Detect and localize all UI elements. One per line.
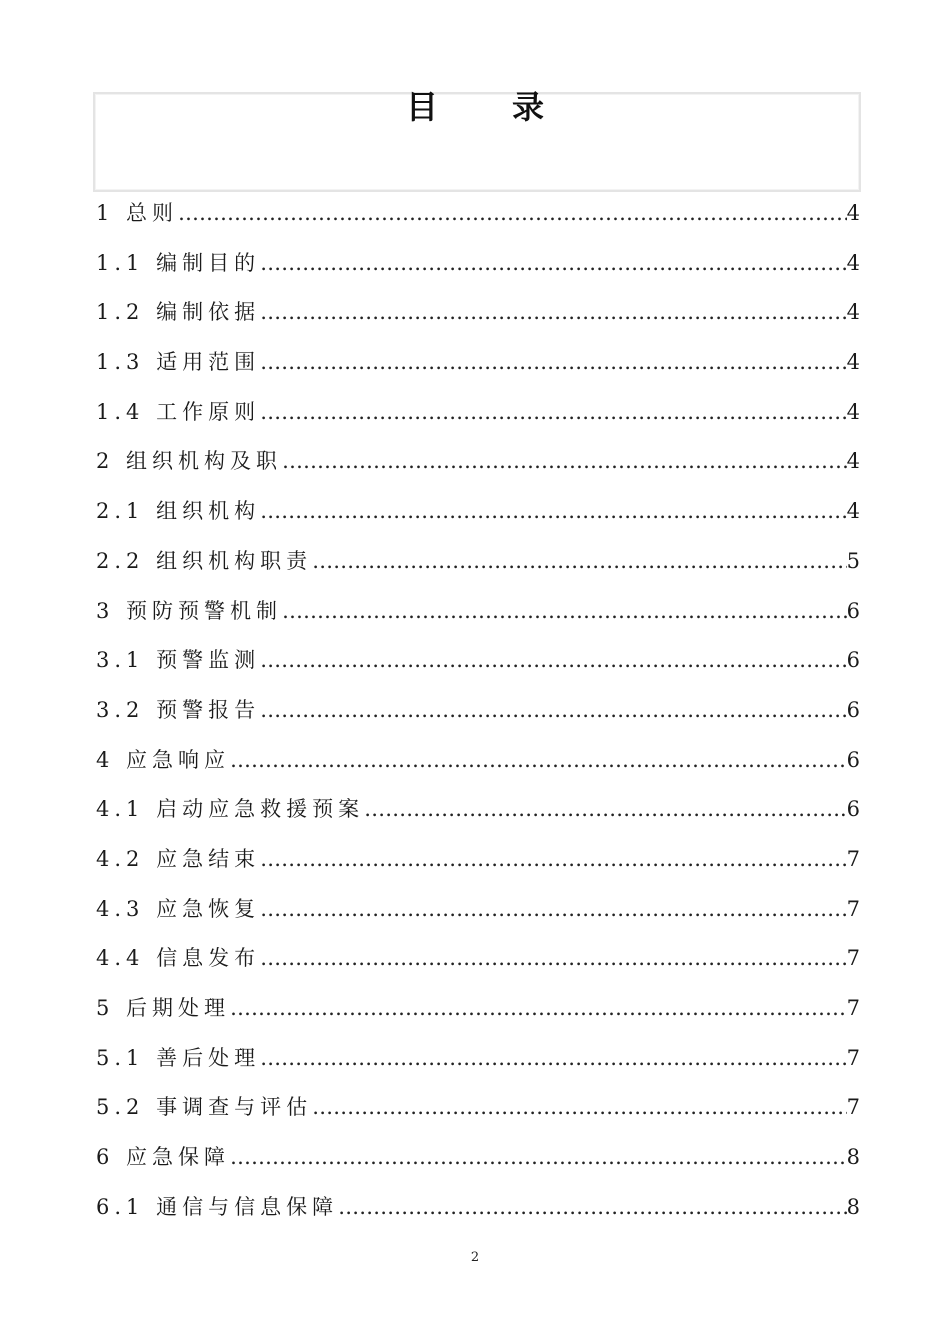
toc-entry[interactable] [96,844,860,894]
toc-entry[interactable] [96,198,860,248]
toc-entry-label: 3.1 预警监测 [96,648,261,673]
toc-entry-page: 7 [846,846,860,871]
dot-leader [178,198,847,228]
toc-entry-page: 8 [846,1194,860,1219]
toc-entry-label: 5.2 事调查与评估 [96,1095,313,1120]
toc-entry-page: ..6 [833,797,860,822]
toc-entry-page: 4 [846,300,860,325]
toc-entry-page: 6 [846,747,860,772]
toc-entry-label: 2.1 组织机构 [96,499,261,524]
toc-entry[interactable] [96,993,860,1043]
table-of-contents [96,198,860,1241]
toc-entry-page: 6 [846,648,860,673]
toc-entry-page: 6 [846,598,860,623]
dot-leader [260,248,847,278]
toc-entry-page: 7 [846,946,860,971]
dot-leader [260,496,847,526]
toc-entry-label: 5 后期处理 [96,996,231,1020]
toc-entry[interactable] [96,1192,860,1242]
toc-entry[interactable] [96,248,860,298]
toc-entry[interactable] [96,1142,860,1192]
toc-entry-page: 6 [846,697,860,722]
toc-entry-page: 4 [846,399,860,424]
toc-entry-page: 7 [846,896,860,921]
toc-entry[interactable] [96,1092,860,1142]
toc-entry-label: 1.1 编制目的 [96,250,261,275]
dot-leader [282,596,847,626]
toc-entry-page: 7 [846,996,860,1020]
toc-entry-label: 1.2 编制依据 [96,300,261,325]
toc-entry[interactable] [96,496,860,546]
toc-entry-page: 7 [846,1095,860,1120]
toc-entry[interactable] [96,446,860,496]
page-number: 2 [470,1250,480,1265]
toc-entry-label: 4.2 应急结束 [96,846,261,871]
toc-entry[interactable] [96,894,860,944]
dot-leader [260,1043,847,1073]
toc-entry-page: 7 [846,1045,860,1070]
toc-entry-label: 2.2 组织机构职责 [96,548,313,573]
dot-leader [230,745,847,775]
dot-leader [364,794,833,824]
toc-entry[interactable] [96,297,860,347]
toc-entry-page: 4 [846,250,860,275]
toc-entry-label: 1 总则 [96,201,179,225]
dot-leader [282,446,847,476]
toc-entry[interactable] [96,397,860,447]
toc-entry-label: 4.3 应急恢复 [96,896,261,921]
dot-leader [312,546,847,576]
toc-entry[interactable] [96,596,860,646]
dot-leader [230,1142,847,1172]
dot-leader [312,1092,847,1122]
toc-entry-page: 4 [846,499,860,524]
toc-entry[interactable] [96,645,860,695]
dot-leader [230,993,847,1023]
toc-entry[interactable] [96,1043,860,1093]
toc-entry[interactable] [96,943,860,993]
toc-entry[interactable] [96,347,860,397]
toc-entry-label: 3.2 预警报告 [96,697,261,722]
toc-entry-label: 1.3 适用范围 [96,350,261,375]
toc-entry-label: 1.4 工作原则 [96,399,261,424]
dot-leader [260,297,847,327]
toc-entry[interactable] [96,695,860,745]
toc-entry-label: 4.4 信息发布 [96,946,261,971]
dot-leader [260,943,847,973]
dot-leader [260,844,847,874]
toc-entry-page: 5 [846,548,860,573]
dot-leader [260,347,847,377]
toc-entry[interactable] [96,546,860,596]
toc-entry-page: 8 [846,1145,860,1170]
toc-entry-label: 6.1 通信与信息保障 [96,1194,339,1219]
toc-entry[interactable] [96,794,860,844]
dot-leader [260,695,847,725]
toc-entry-page: 4 [846,449,860,474]
toc-entry-label: 4 应急响应 [96,747,231,772]
toc-entry-label: 4.1 启动应急救援预案 [96,797,365,822]
toc-entry-page: 4 [846,201,860,225]
toc-title: 目录 [405,88,618,126]
toc-entry-label: 3 预防预警机制 [96,598,283,623]
toc-entry-label: 2 组织机构及职 [96,449,283,474]
toc-entry-label: 5.1 善后处理 [96,1045,261,1070]
toc-entry-label: 6 应急保障 [96,1145,231,1170]
dot-leader [260,645,847,675]
toc-entry-page: 4 [846,350,860,375]
dot-leader [260,397,847,427]
dot-leader [260,894,847,924]
dot-leader [338,1192,847,1222]
toc-entry[interactable] [96,745,860,795]
